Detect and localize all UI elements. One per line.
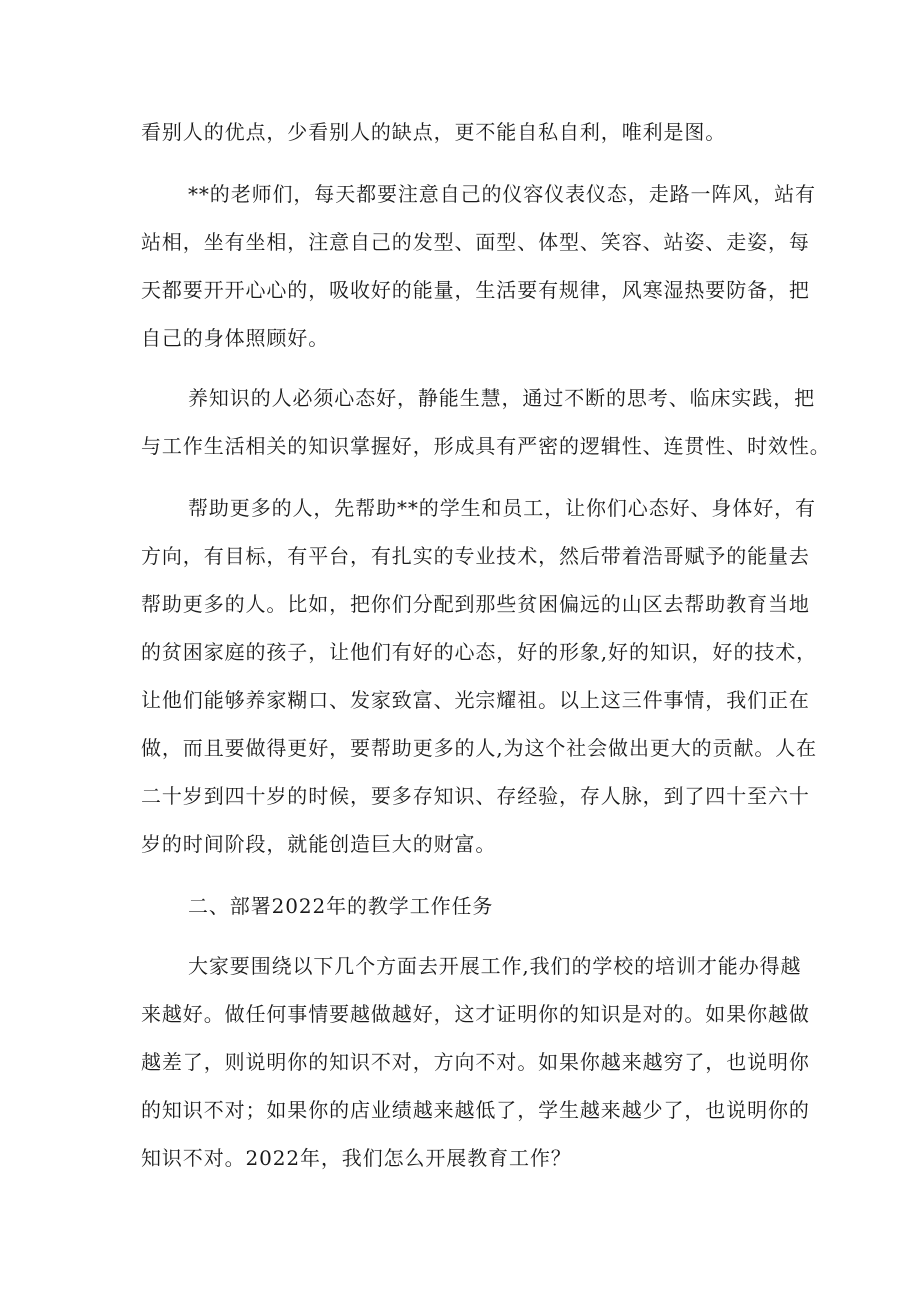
paragraph-line: 二十岁到四十岁的时候，要多存知识、存经验，存人脉，到了四十至六十 [141,784,810,808]
paragraph-line: 的知识不对；如果你的店业绩越来越低了，学生越来越少了，也说明你的 [141,1098,810,1122]
paragraph-line: 帮助更多的人。比如，把你们分配到那些贫困偏远的山区去帮助教育当地 [141,592,810,616]
paragraph-line: 看别人的优点，少看别人的缺点，更不能自私自利，唯利是图。 [141,120,727,144]
paragraph-line: 大家要围绕以下几个方面去开展工作,我们的学校的培训才能办得越 [188,954,802,978]
paragraph-line: 做，而且要做得更好，要帮助更多的人,为这个社会做出更大的贡献。人在 [141,736,818,760]
section-heading: 二、部署2022年的教学工作任务 [188,894,494,918]
paragraph-line: 越差了，则说明你的知识不对，方向不对。如果你越来越穷了，也说明你 [141,1050,810,1074]
paragraph-line: 方向，有目标，有平台，有扎实的专业技术，然后带着浩哥赋予的能量去 [141,544,810,568]
paragraph-line: 的贫困家庭的孩子，让他们有好的心态，好的形象,好的知识，好的技术， [141,640,818,664]
paragraph-line: 自己的身体照顾好。 [141,326,330,350]
paragraph-line: 站相，坐有坐相，注意自己的发型、面型、体型、笑容、站姿、走姿，每 [141,230,810,254]
paragraph-line: 让他们能够养家糊口、发家致富、光宗耀祖。以上这三件事情，我们正在 [141,688,810,712]
paragraph-line: 天都要开开心心的，吸收好的能量，生活要有规律，风寒湿热要防备，把 [141,278,810,302]
paragraph-line: 与工作生活相关的知识掌握好，形成具有严密的逻辑性、连贯性、时效性。 [141,434,831,458]
paragraph-line: 岁的时间阶段，就能创造巨大的财富。 [141,832,497,856]
paragraph-line: 知识不对。2022年，我们怎么开展教育工作？ [141,1146,572,1170]
paragraph-line: **的老师们，每天都要注意自己的仪容仪表仪态，走路一阵风，站有 [188,182,816,206]
paragraph-line: 来越好。做任何事情要越做越好，这才证明你的知识是对的。如果你越做 [141,1002,810,1026]
paragraph-line: 帮助更多的人，先帮助**的学生和员工，让你们心态好、身体好，有 [188,496,816,520]
paragraph-line: 养知识的人必须心态好，静能生慧，通过不断的思考、临床实践，把 [188,386,815,410]
